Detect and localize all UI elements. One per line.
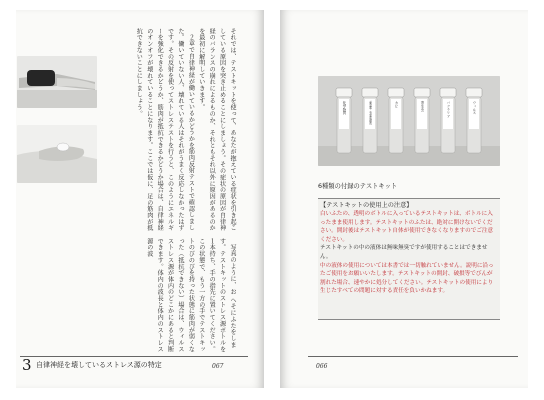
test-kit-bottle (388, 88, 404, 153)
bottle-label: カビ (394, 101, 398, 108)
notes-line: テストキットの中の液体は無味無臭ですが使用することはできません。 (320, 245, 488, 260)
kit-caption: 6種類の付録のテストキット (318, 183, 398, 190)
notes-title: 【テストキットの使用上の注意】 (320, 202, 413, 209)
body-paragraph: 写真のように、お へそにふたをします。テストキットのストレス源ボトルを１本持ち、手の指先に置いてください。この状態で、もう一方の手でテストキットのびのびを持った状態に筋肉が弱くなった（抵抗できない）場合は、ウィルスストレス源が体内のどこかにあると判断できます。体内の波長と体内のストレス源の波 (145, 238, 236, 353)
bottle-label: 重金属・有害電磁波 (368, 101, 372, 125)
bottle-cap (388, 88, 404, 97)
body-text-bottom (92, 238, 237, 355)
page-number-left: 067 (212, 363, 224, 370)
test-kit-bottle (414, 88, 430, 153)
chapter-title: 自律神経を壊しているストレス源の特定 (36, 361, 162, 369)
bottle-cap (414, 88, 430, 97)
test-kit-bottle (440, 88, 456, 153)
usage-notes-box (318, 198, 500, 320)
chapter-divider (20, 356, 248, 357)
body-text-top (119, 28, 237, 236)
notes-line: 中の液体の使用については本書では一切触れていません。説明に沿ったご使用をお願いいたします。テストキットの開封、破損等でびんが割れた場合、速やかに処分してください。テストキットの使用により生じたすべての問題に対する責任を負いかねます。 (320, 262, 494, 295)
photo-test-kit (318, 76, 500, 166)
photo-legs-lying (17, 56, 97, 108)
test-kit-bottle (362, 88, 378, 153)
bottle-cap (336, 88, 352, 97)
bottle-label: 化学物質 (342, 101, 346, 115)
test-kit-bottle (466, 88, 482, 153)
bottle-label: 寄生虫 (420, 101, 424, 112)
bottle-label: ウィルス (472, 101, 476, 115)
page-number-right: 066 (316, 363, 328, 370)
bottle-cap (466, 88, 482, 97)
bottle-cap (440, 88, 456, 97)
photo-hand-navel (17, 125, 97, 183)
footer-divider (308, 356, 518, 357)
body-paragraph: それでは、テストキットを使って、あなたが抱えている症状を引き起こしている原因を突き止めることにしましょう。その症状の原因が自律神経のバランスの崩れによるものか、それともそれ以外に原因があるのかを最初に解明していきます。 (197, 28, 236, 232)
notes-line: 白いふたの、透明のボトルに入っているテストキットは、ボトルに入ったまま使用します。テストキットのふたは、絶対に開けないでください。開封後はテストキット自体が使用できなくなりますのでご注意ください。 (320, 211, 494, 243)
body-paragraph: ２章で自律神経が働いているかどうかを筋肉反射テストで確認しました。働いていない人、壊れている人はそれがうまく反応しなかったはずです。その反射を使ってストレステストを行うと、このようにエネルギーを強化できるかどうか、筋肉が抵抗できるかどうか場合は、自律神経のオンオフが壊れていることになります。ここでは仮に、足の筋肉が抵抗できないことにしましょう。 (135, 28, 195, 232)
test-kit-bottle (336, 88, 352, 153)
chapter-number: 3 (22, 356, 32, 374)
bottle-cap (362, 88, 378, 97)
bottle-label: バクテリア (446, 101, 450, 118)
